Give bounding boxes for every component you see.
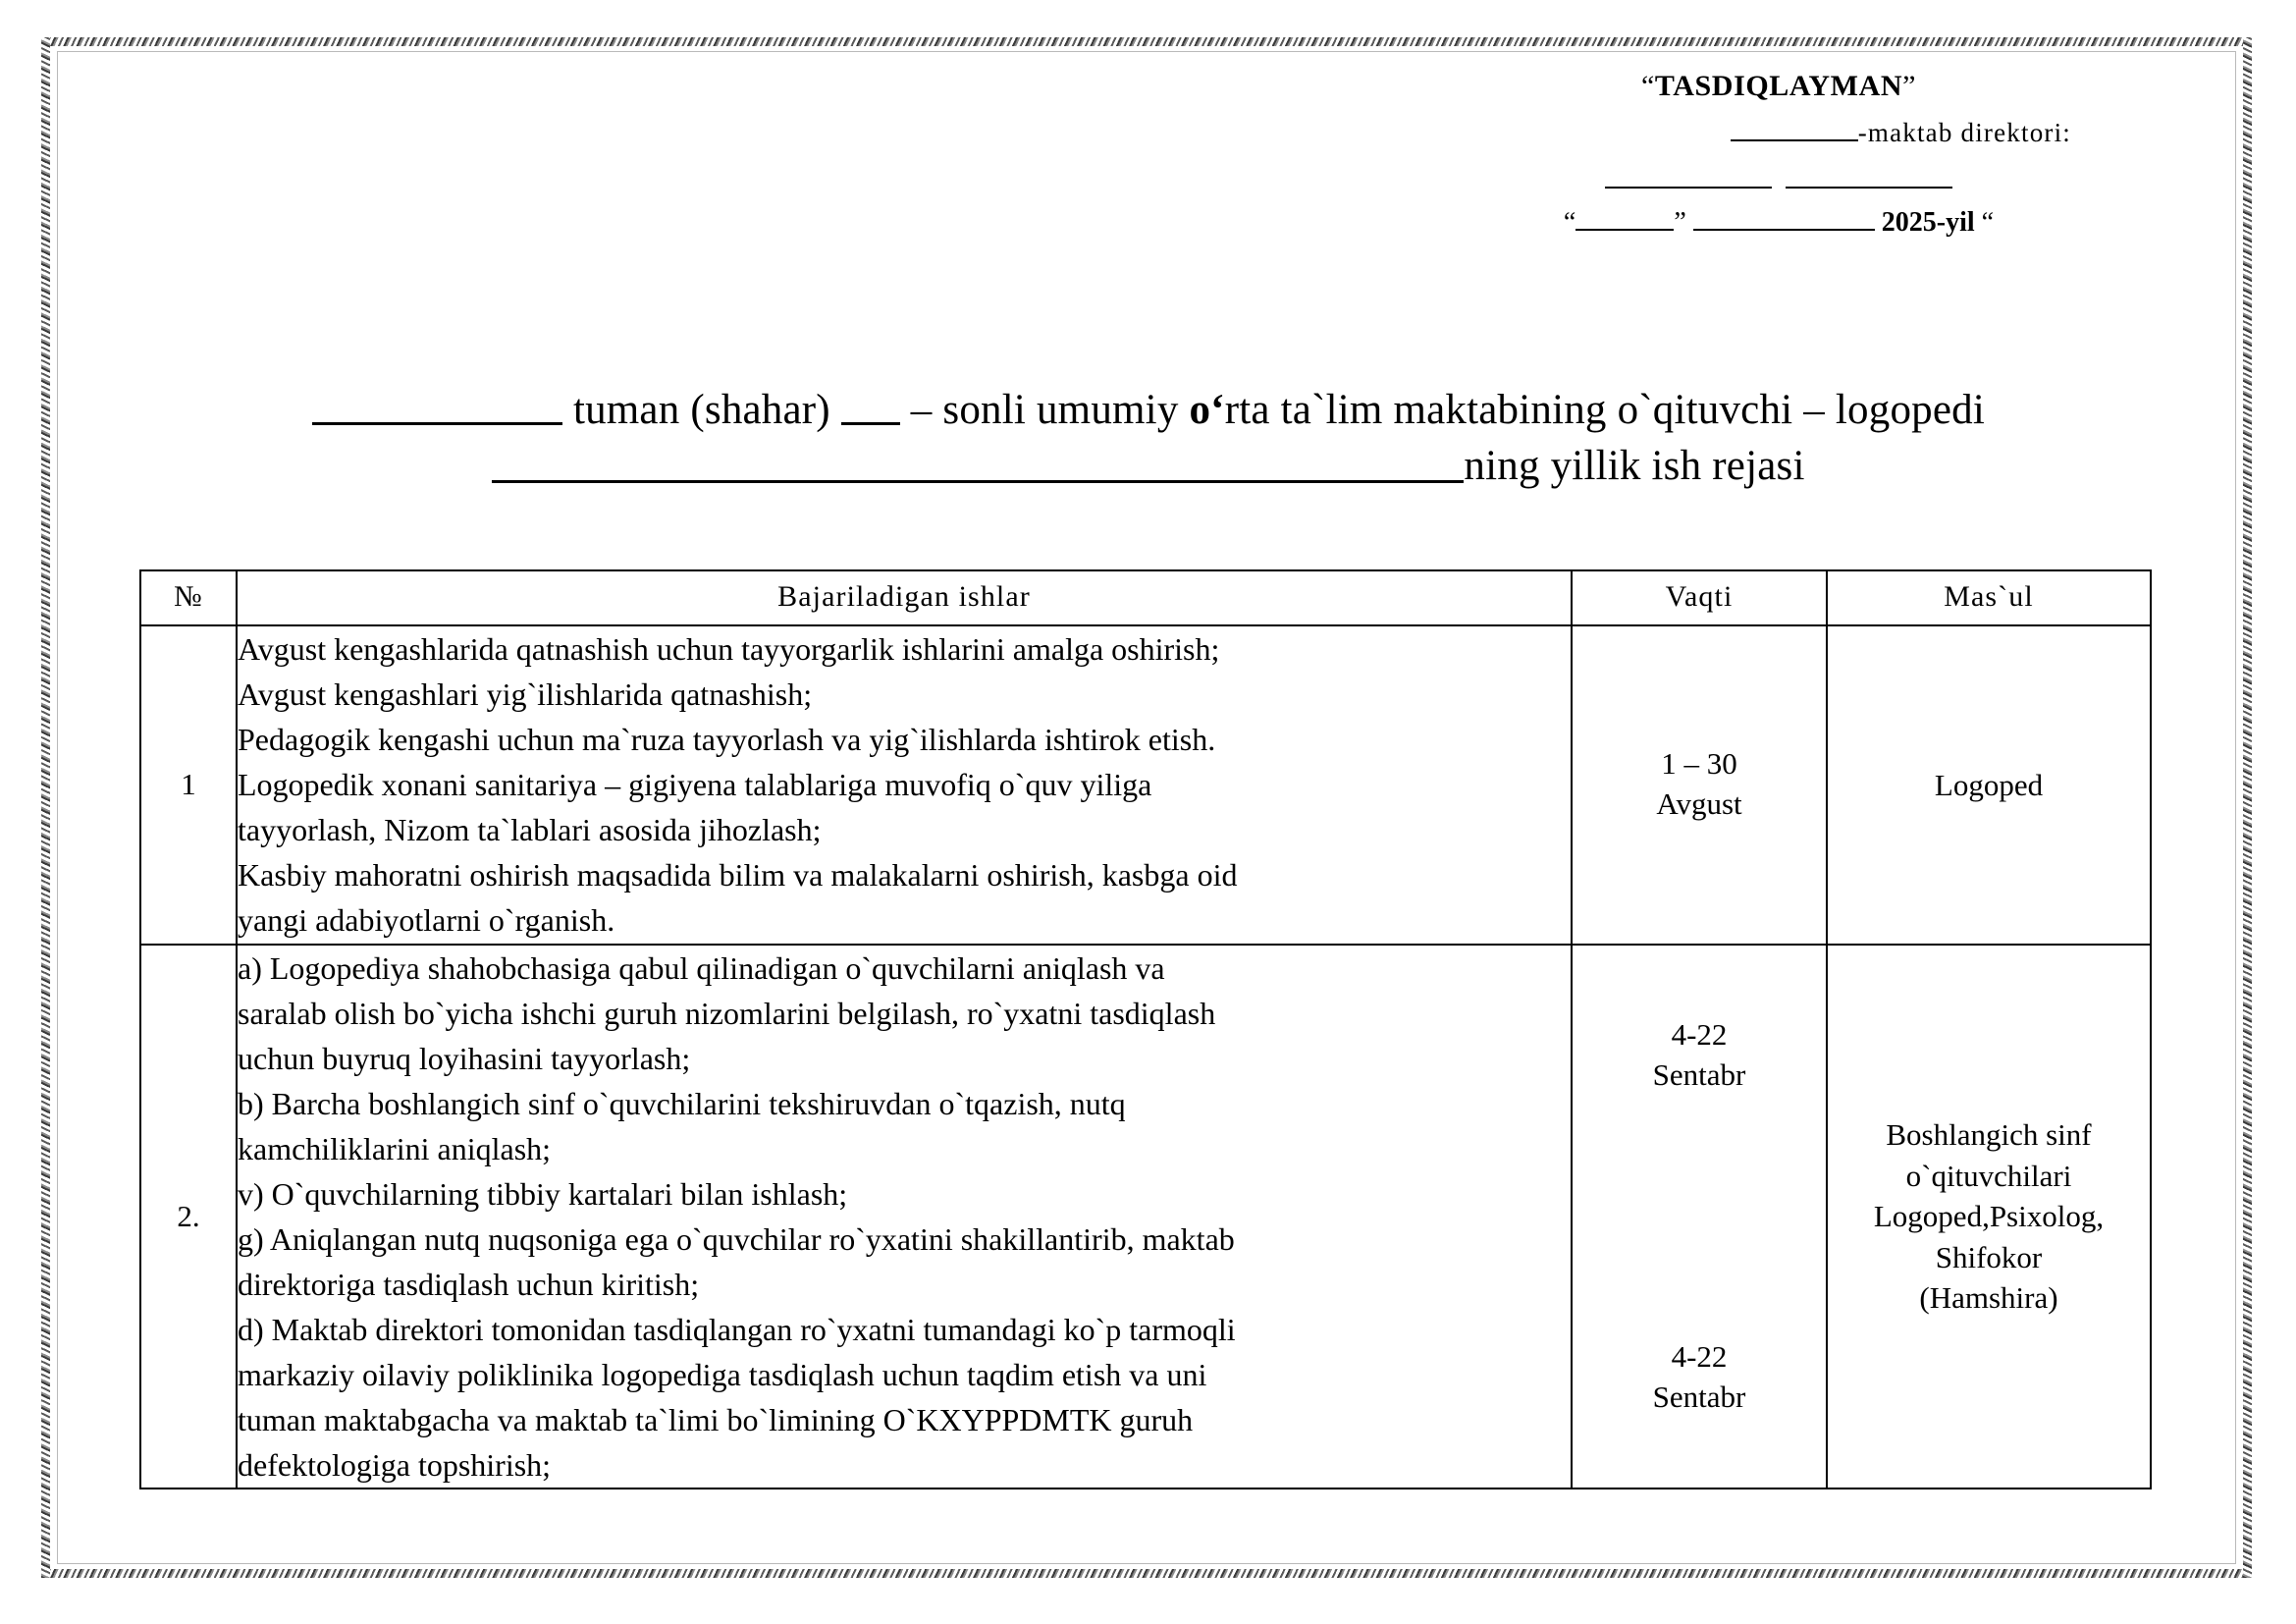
time-slot-line: Sentabr	[1652, 1057, 1746, 1093]
border-edge-bottom	[41, 1569, 2252, 1578]
row-work-description	[237, 625, 1572, 945]
row-number: 2.	[140, 945, 237, 1489]
signature-blank-left	[1605, 160, 1772, 189]
work-line: defektologiga topshirish;	[238, 1447, 552, 1484]
signature-blanks-line	[1376, 160, 2181, 197]
work-line: a) Logopediya shahobchasiga qabul qilinadigan o`quvchilarni aniqlash va	[238, 949, 1165, 986]
work-line: markaziy oilaviy poliklinika logopediga tasdiqlash uchun taqdim etish va uni	[238, 1357, 1207, 1393]
title-segment-3-bold: o‘	[1189, 387, 1225, 433]
border-edge-top	[41, 37, 2252, 46]
approval-quote-open: “	[1640, 70, 1655, 102]
date-quote-open: “	[1563, 207, 1576, 239]
table-row	[140, 945, 2151, 1489]
work-line: saralab olish bo`yicha ishchi guruh nizomlarini belgilash, ro`yxatni tasdiqlash	[238, 995, 1216, 1031]
row-work-description	[237, 945, 1572, 1489]
column-header-number: №	[140, 570, 237, 625]
date-trailing-quote: “	[1981, 207, 1995, 239]
work-line: kamchiliklarini aniqlash;	[238, 1130, 552, 1166]
responsible-line: Logoped,Psixolog,	[1873, 1199, 2105, 1234]
work-line: Logopedik xonani sanitariya – gigiyena talablariga muvofiq o`quv yiliga	[238, 767, 1152, 803]
work-line: g) Aniqlangan nutq nuqsoniga ega o`quvchilar ro`yxatini shakillantirib, maktab	[238, 1221, 1235, 1258]
approval-header	[1376, 67, 2181, 242]
work-line: Kasbiy mahoratni oshirish maqsadida bilim va malakalarni oshirish, kasbga oid	[238, 857, 1238, 893]
time-slot-line: 1 – 30	[1661, 746, 1737, 782]
work-line: tayyorlash, Nizom ta`lablari asosida jihozlash;	[238, 812, 822, 848]
approval-title-text: TASDIQLAYMAN	[1654, 70, 1903, 102]
table-row	[140, 625, 2151, 945]
work-line: Pedagogik kengashi uchun ma`ruza tayyorlash va yig`ilishlarda ishtirok etish.	[238, 722, 1216, 758]
district-name-blank	[312, 383, 562, 425]
responsible-line: o`qituvchilari	[1905, 1158, 2072, 1193]
column-header-time: Vaqti	[1572, 570, 1827, 625]
responsible-line: Logoped	[1934, 767, 2044, 802]
border-edge-right	[2243, 37, 2252, 1578]
work-line: uchun buyruq loyihasini tayyorlash;	[238, 1040, 691, 1076]
work-line: d) Maktab direktori tomonidan tasdiqlangan ro`yxatni tumandagi ko`p tarmoqli	[238, 1312, 1236, 1348]
title-segment-1: tuman (shahar)	[572, 387, 830, 433]
column-header-responsible: Mas`ul	[1827, 570, 2151, 625]
row-responsible	[1827, 945, 2151, 1489]
time-slot	[1573, 1015, 1826, 1096]
work-line: Avgust kengashlarida qatnashish uchun tayyorgarlik ishlarini amalga oshirish;	[238, 631, 1220, 667]
annual-work-plan-table	[139, 569, 2152, 1489]
date-quote-close: ”	[1674, 207, 1686, 239]
day-blank	[1575, 201, 1674, 231]
work-line: yangi adabiyotlarni o`rganish.	[238, 902, 615, 939]
school-number-blank-title	[841, 383, 900, 425]
row-time	[1572, 625, 1827, 945]
row-responsible	[1827, 625, 2151, 945]
time-slot-line: Avgust	[1656, 786, 1742, 822]
row-number: 1	[140, 625, 237, 945]
time-slot	[1573, 744, 1826, 825]
title-segment-2: – sonli umumiy	[910, 387, 1179, 433]
teacher-name-blank	[492, 441, 1464, 483]
school-director-label: -maktab direktori:	[1857, 118, 2071, 147]
month-blank	[1693, 201, 1875, 231]
work-line: tuman maktabgacha va maktab ta`limi bo`limining O`KXYPPDMTK guruh	[238, 1402, 1194, 1438]
column-header-work: Bajariladigan ishlar	[237, 570, 1572, 625]
school-director-line	[1376, 113, 2181, 150]
time-slot-line: 4-22	[1671, 1339, 1728, 1375]
signature-blank-right	[1786, 160, 1952, 189]
title-line2-text: ning yillik ish rejasi	[1464, 443, 1805, 490]
row-time	[1572, 945, 1827, 1489]
page-title	[88, 383, 2209, 493]
time-slot-line: 4-22	[1671, 1017, 1728, 1053]
time-slot	[1573, 1337, 1826, 1418]
year-text: 2025-yil	[1881, 207, 1975, 239]
school-number-blank	[1731, 113, 1858, 141]
page-title-line2	[88, 439, 2209, 493]
table-header-row	[140, 570, 2151, 625]
work-line: b) Barcha boshlangich sinf o`quvchilarini tekshiruvdan o`tqazish, nutq	[238, 1085, 1126, 1121]
responsible-line: (Hamshira)	[1919, 1280, 2058, 1316]
work-line: direktoriga tasdiqlash uchun kiritish;	[238, 1267, 700, 1303]
date-line	[1376, 201, 2181, 241]
approval-title-line	[1376, 67, 2181, 105]
document-content	[69, 59, 2228, 1556]
work-line: v) O`quvchilarning tibbiy kartalari bilan ishlash;	[238, 1175, 848, 1212]
responsible-line: Shifokor	[1935, 1239, 2043, 1274]
time-slot-line: Sentabr	[1652, 1379, 1746, 1414]
work-line: Avgust kengashlari yig`ilishlarida qatnashish;	[238, 677, 813, 713]
border-edge-left	[41, 37, 50, 1578]
approval-quote-close: ”	[1902, 70, 1917, 102]
title-segment-4: rta ta`lim maktabining o`qituvchi – logopedi	[1224, 387, 1985, 433]
responsible-line: Boshlangich sinf	[1886, 1117, 2092, 1153]
